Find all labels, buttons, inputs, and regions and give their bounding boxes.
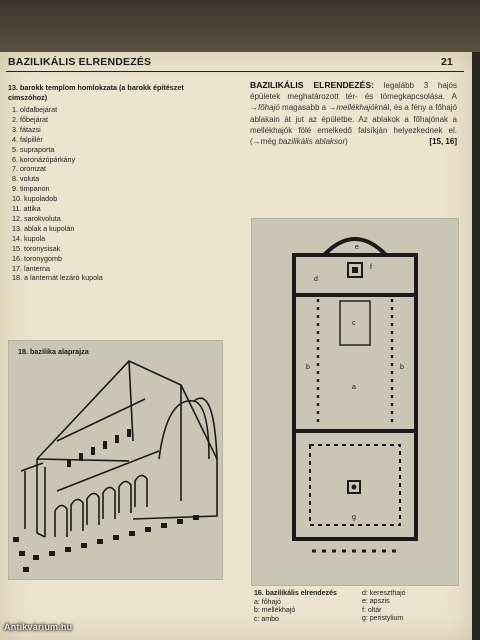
plan-label-b-right: b <box>400 364 404 371</box>
plan-label-a: a <box>352 384 356 391</box>
entry-term: BAZILIKÁLIS ELRENDEZÉS: <box>250 80 374 90</box>
plan-label-f: f <box>370 264 372 271</box>
entry-text-part1: legalább 3 hajós épületek meghatározott tér- és tömegkapcsolása. A → <box>250 81 457 113</box>
fig16-caption: 16. bazilikális elrendezés <box>254 590 337 597</box>
fig13-legend-item: 3. fátazsi <box>12 124 41 134</box>
entry-text-part2: magasabb a → <box>279 103 337 113</box>
fig13-legend-item: 16. toronygomb <box>12 253 62 263</box>
plan-label-d: d <box>314 276 318 283</box>
plan-label-c: c <box>352 320 356 327</box>
fig16-legend-item: e: apszis <box>362 598 390 606</box>
watermark: Antikvárium.hu <box>4 622 73 632</box>
fig13-legend-item: 13. ablak a kupolán <box>12 223 75 233</box>
fig16-legend-item: d: kereszthajó <box>362 590 406 597</box>
running-header-title: BAZILIKÁLIS ELRENDEZÉS <box>8 56 152 68</box>
fig13-legend-item: 11. attika <box>12 204 41 214</box>
fig16-legend-item: a: főhajó <box>254 599 281 606</box>
entry-refs: [15, 16] <box>429 137 457 147</box>
fig13-legend-item: 14. kupola <box>12 233 46 243</box>
fig13-legend-item: 10. kupoladob <box>12 194 58 204</box>
fig16-legend-item: b: mellékhajó <box>254 607 296 615</box>
entry-text-part4: ) <box>345 137 348 147</box>
fig16-legend-item: c: ambo <box>254 615 279 623</box>
fig13-legend-item: 17. lanterna <box>12 263 50 273</box>
fig16-legend-item: g: peristylium <box>362 615 404 623</box>
fig13-caption: 13. barokk templom homlokzata (a barokk építészet címszóhoz) <box>8 83 184 102</box>
fig13-legend-item: 9. timpanon <box>12 184 50 194</box>
plan-label-b-left: b <box>306 364 310 371</box>
fig13-legend-item: 2. főbejárat <box>12 114 48 124</box>
entry-link-ablaksor[interactable]: bazilikális ablaksor <box>278 137 346 147</box>
fig13-legend-list <box>12 105 222 283</box>
fig16-legend-item: f: oltár <box>362 606 382 614</box>
fig13-legend-item: 7. oromzat <box>12 164 46 174</box>
entry-text-part3: nál, és a fény a főhajó ablakain át jut az épületbe. Az ablakok a főhajónak a mellékhajók fölé emelkedő falsíkján helyezkednek el. (→még <box>250 103 457 147</box>
fig13-legend-item: 6. koronázópárkány <box>12 154 76 164</box>
fig13-legend-item: 5. supraporta <box>12 144 55 154</box>
fig13-legend-item: 8. voluta <box>12 174 40 184</box>
fig16-legend-left <box>254 599 295 624</box>
fig13-legend-item: 12. sarokvoluta <box>12 213 61 223</box>
fig13-legend-item: 1. oldalbejárat <box>12 105 58 114</box>
entry-text <box>250 80 457 147</box>
plan-label-e: e <box>355 244 359 251</box>
fig16-legend-right <box>362 590 406 624</box>
page-number: 21 <box>441 56 453 68</box>
fig18-illustration <box>8 340 223 580</box>
header-rule <box>6 71 464 72</box>
entry-link-mellekhajok[interactable]: mellékhajók <box>336 103 379 113</box>
scan-top-edge <box>0 0 480 52</box>
basilica-isometric-drawing <box>9 341 222 579</box>
fig13-legend-item: 18. a lanternát lezáró kupola <box>12 273 103 283</box>
plan-label-g: g <box>352 514 356 521</box>
entry-link-fohajo[interactable]: főhajó <box>258 103 280 113</box>
fig13-legend-item: 15. toronysisak <box>12 243 61 253</box>
fig13-legend-item: 4. falpillér <box>12 134 43 144</box>
fig18-caption: 18. bazilika alaprajza <box>18 347 89 356</box>
fig16-floor-plan <box>251 218 459 586</box>
basilica-plan-drawing <box>252 219 458 585</box>
